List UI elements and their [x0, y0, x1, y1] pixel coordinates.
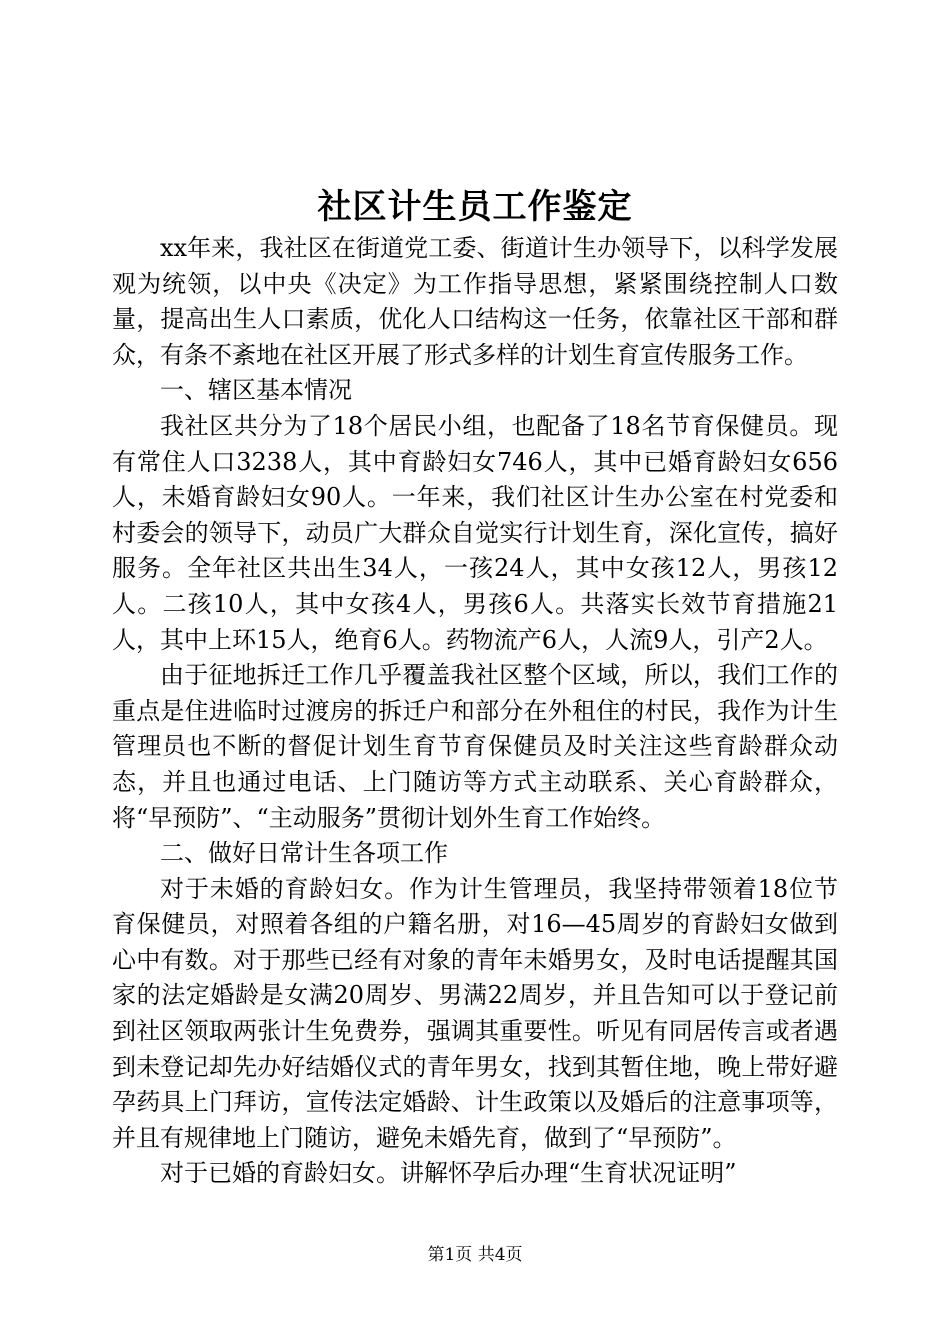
page-footer: 第1页 共4页 [427, 1245, 523, 1265]
paragraph-intro: xx年来，我社区在街道党工委、街道计生办领导下，以科学发展观为统领，以中央《决定》为工作指导思想，紧紧围绕控制人口数量，提高出生人口素质，优化人口结构这一任务，依靠社区干部和群众，有条不紊地在社区开展了形式多样的计划生育宣传服务工作。 [112, 234, 838, 369]
paragraph-married: 对于已婚的育龄妇女。讲解怀孕后办理“生育状况证明” [160, 1159, 737, 1188]
section-heading-1: 一、辖区基本情况 [160, 376, 352, 405]
paragraph-unmarried: 对于未婚的育龄妇女。作为计生管理员，我坚持带领着18位节育保健员，对照着各组的户籍名册，对16—45周岁的育龄妇女做到心中有数。对于那些已经有对象的青年未婚男女，及时电话提醒其国家的法定婚龄是女满20周岁、男满22周岁，并且告知可以于登记前到社区领取两张计生免费券，强调其重要性。听见有同居传言或者遇到未登记却先办好结婚仪式的青年男女，找到其暂住地，晚上带好避孕药具上门拜访，宣传法定婚龄、计生政策以及婚后的注意事项等，并且有规律地上门随访，避免未婚先育，做到了“早预防”。 [112, 874, 838, 1152]
section-heading-2: 二、做好日常计生各项工作 [160, 839, 448, 868]
document-body [112, 231, 838, 1192]
paragraph-relocation: 由于征地拆迁工作几乎覆盖我社区整个区域，所以，我们工作的重点是住进临时过渡房的拆迁户和部分在外租住的村民，我作为计生管理员也不断的督促计划生育节育保健员及时关注这些育龄群众动态，并且也通过电话、上门随访等方式主动联系、关心育龄群众，将“早预防”、“主动服务”贯彻计划外生育工作始终。 [112, 661, 838, 832]
paragraph-basic-info: 我社区共分为了18个居民小组，也配备了18名节育保健员。现有常住人口3238人，其中育龄妇女746人，其中已婚育龄妇女656人，未婚育龄妇女90人。一年来，我们社区计生办公室在村党委和村委会的领导下，动员广大群众自觉实行计划生育，深化宣传，搞好服务。全年社区共出生34人，一孩24人，其中女孩12人，男孩12人。二孩10人，其中女孩4人，男孩6人。共落实长效节育措施21人，其中上环15人，绝育6人。药物流产6人，人流9人，引产2人。 [112, 411, 838, 654]
document-title: 社区计生员工作鉴定 [317, 187, 633, 227]
